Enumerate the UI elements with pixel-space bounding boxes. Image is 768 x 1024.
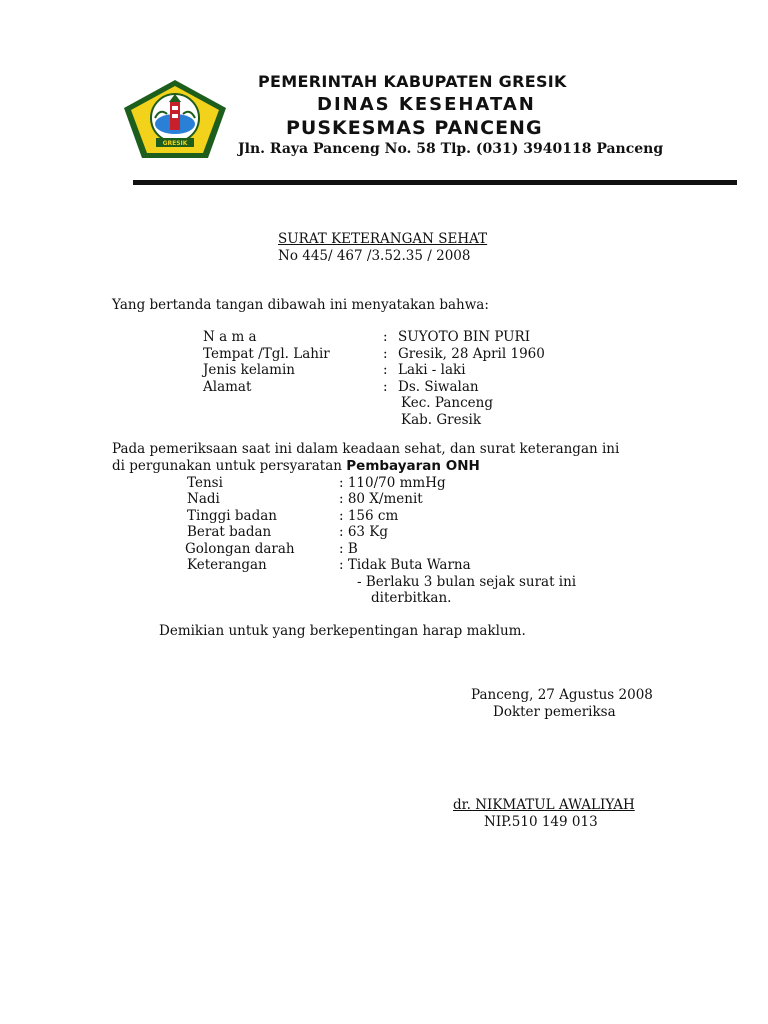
identity-colon: : bbox=[383, 346, 388, 362]
exam-purpose-prefix: di pergunakan untuk persyaratan bbox=[112, 458, 347, 474]
signature-doctor-name: dr. NIKMATUL AWALIYAH bbox=[453, 797, 635, 813]
vital-label: Nadi bbox=[187, 491, 220, 507]
gresik-regency-logo bbox=[122, 78, 228, 160]
closing-text: Demikian untuk yang berkepentingan harap maklum. bbox=[159, 623, 526, 639]
signature-role: Dokter pemeriksa bbox=[493, 704, 616, 720]
vital-value: : B bbox=[339, 541, 358, 557]
exam-purpose-bold: Pembayaran ONH bbox=[346, 458, 480, 474]
header-government: PEMERINTAH KABUPATEN GRESIK bbox=[258, 72, 567, 91]
identity-label: Alamat bbox=[203, 379, 252, 395]
identity-value-gender: Laki - laki bbox=[398, 362, 466, 378]
vital-value: : 63 Kg bbox=[339, 524, 389, 540]
identity-value-name: SUYOTO BIN PURI bbox=[398, 329, 531, 345]
vital-value: : 156 cm bbox=[339, 508, 399, 524]
identity-label: Tempat /Tgl. Lahir bbox=[203, 346, 330, 362]
identity-colon: : bbox=[383, 362, 388, 378]
identity-label: Jenis kelamin bbox=[203, 362, 295, 378]
vital-label: Berat badan bbox=[187, 524, 272, 540]
validity-note-line2: diterbitkan. bbox=[371, 590, 452, 606]
vital-label: Golongan darah bbox=[185, 541, 295, 557]
header-divider bbox=[133, 180, 737, 185]
exam-paragraph-line1: Pada pemeriksaan saat ini dalam keadaan sehat, dan surat keterangan ini bbox=[112, 441, 620, 457]
header-department: DINAS KESEHATAN bbox=[317, 94, 536, 115]
address-regency: Kab. Gresik bbox=[401, 412, 482, 428]
exam-paragraph-line2 bbox=[112, 458, 480, 474]
signature-place-date: Panceng, 27 Agustus 2008 bbox=[471, 687, 653, 703]
address-district: Kec. Panceng bbox=[401, 395, 493, 411]
letter-number: No 445/ 467 /3.52.35 / 2008 bbox=[278, 248, 471, 264]
header-address: Jln. Raya Panceng No. 58 Tlp. (031) 3940118 Panceng bbox=[238, 141, 664, 157]
identity-label: N a m a bbox=[203, 329, 257, 345]
identity-colon: : bbox=[383, 329, 388, 345]
vital-value: : Tidak Buta Warna bbox=[339, 557, 471, 573]
vital-value: : 80 X/menit bbox=[339, 491, 423, 507]
logo-text: GRESIK bbox=[162, 140, 188, 147]
identity-value-birth: Gresik, 28 April 1960 bbox=[398, 346, 545, 362]
vital-label: Tinggi badan bbox=[187, 508, 277, 524]
vital-label: Keterangan bbox=[187, 557, 267, 573]
signature-nip: NIP.510 149 013 bbox=[484, 814, 598, 830]
validity-note-line1: - Berlaku 3 bulan sejak surat ini bbox=[357, 574, 577, 590]
letter-title: SURAT KETERANGAN SEHAT bbox=[278, 231, 488, 247]
header-puskesmas: PUSKESMAS PANCENG bbox=[286, 117, 543, 139]
identity-value-address: Ds. Siwalan bbox=[398, 379, 479, 395]
intro-text: Yang bertanda tangan dibawah ini menyatakan bahwa: bbox=[112, 297, 489, 313]
vital-value: : 110/70 mmHg bbox=[339, 475, 446, 491]
vital-label: Tensi bbox=[187, 475, 223, 491]
identity-colon: : bbox=[383, 379, 388, 395]
